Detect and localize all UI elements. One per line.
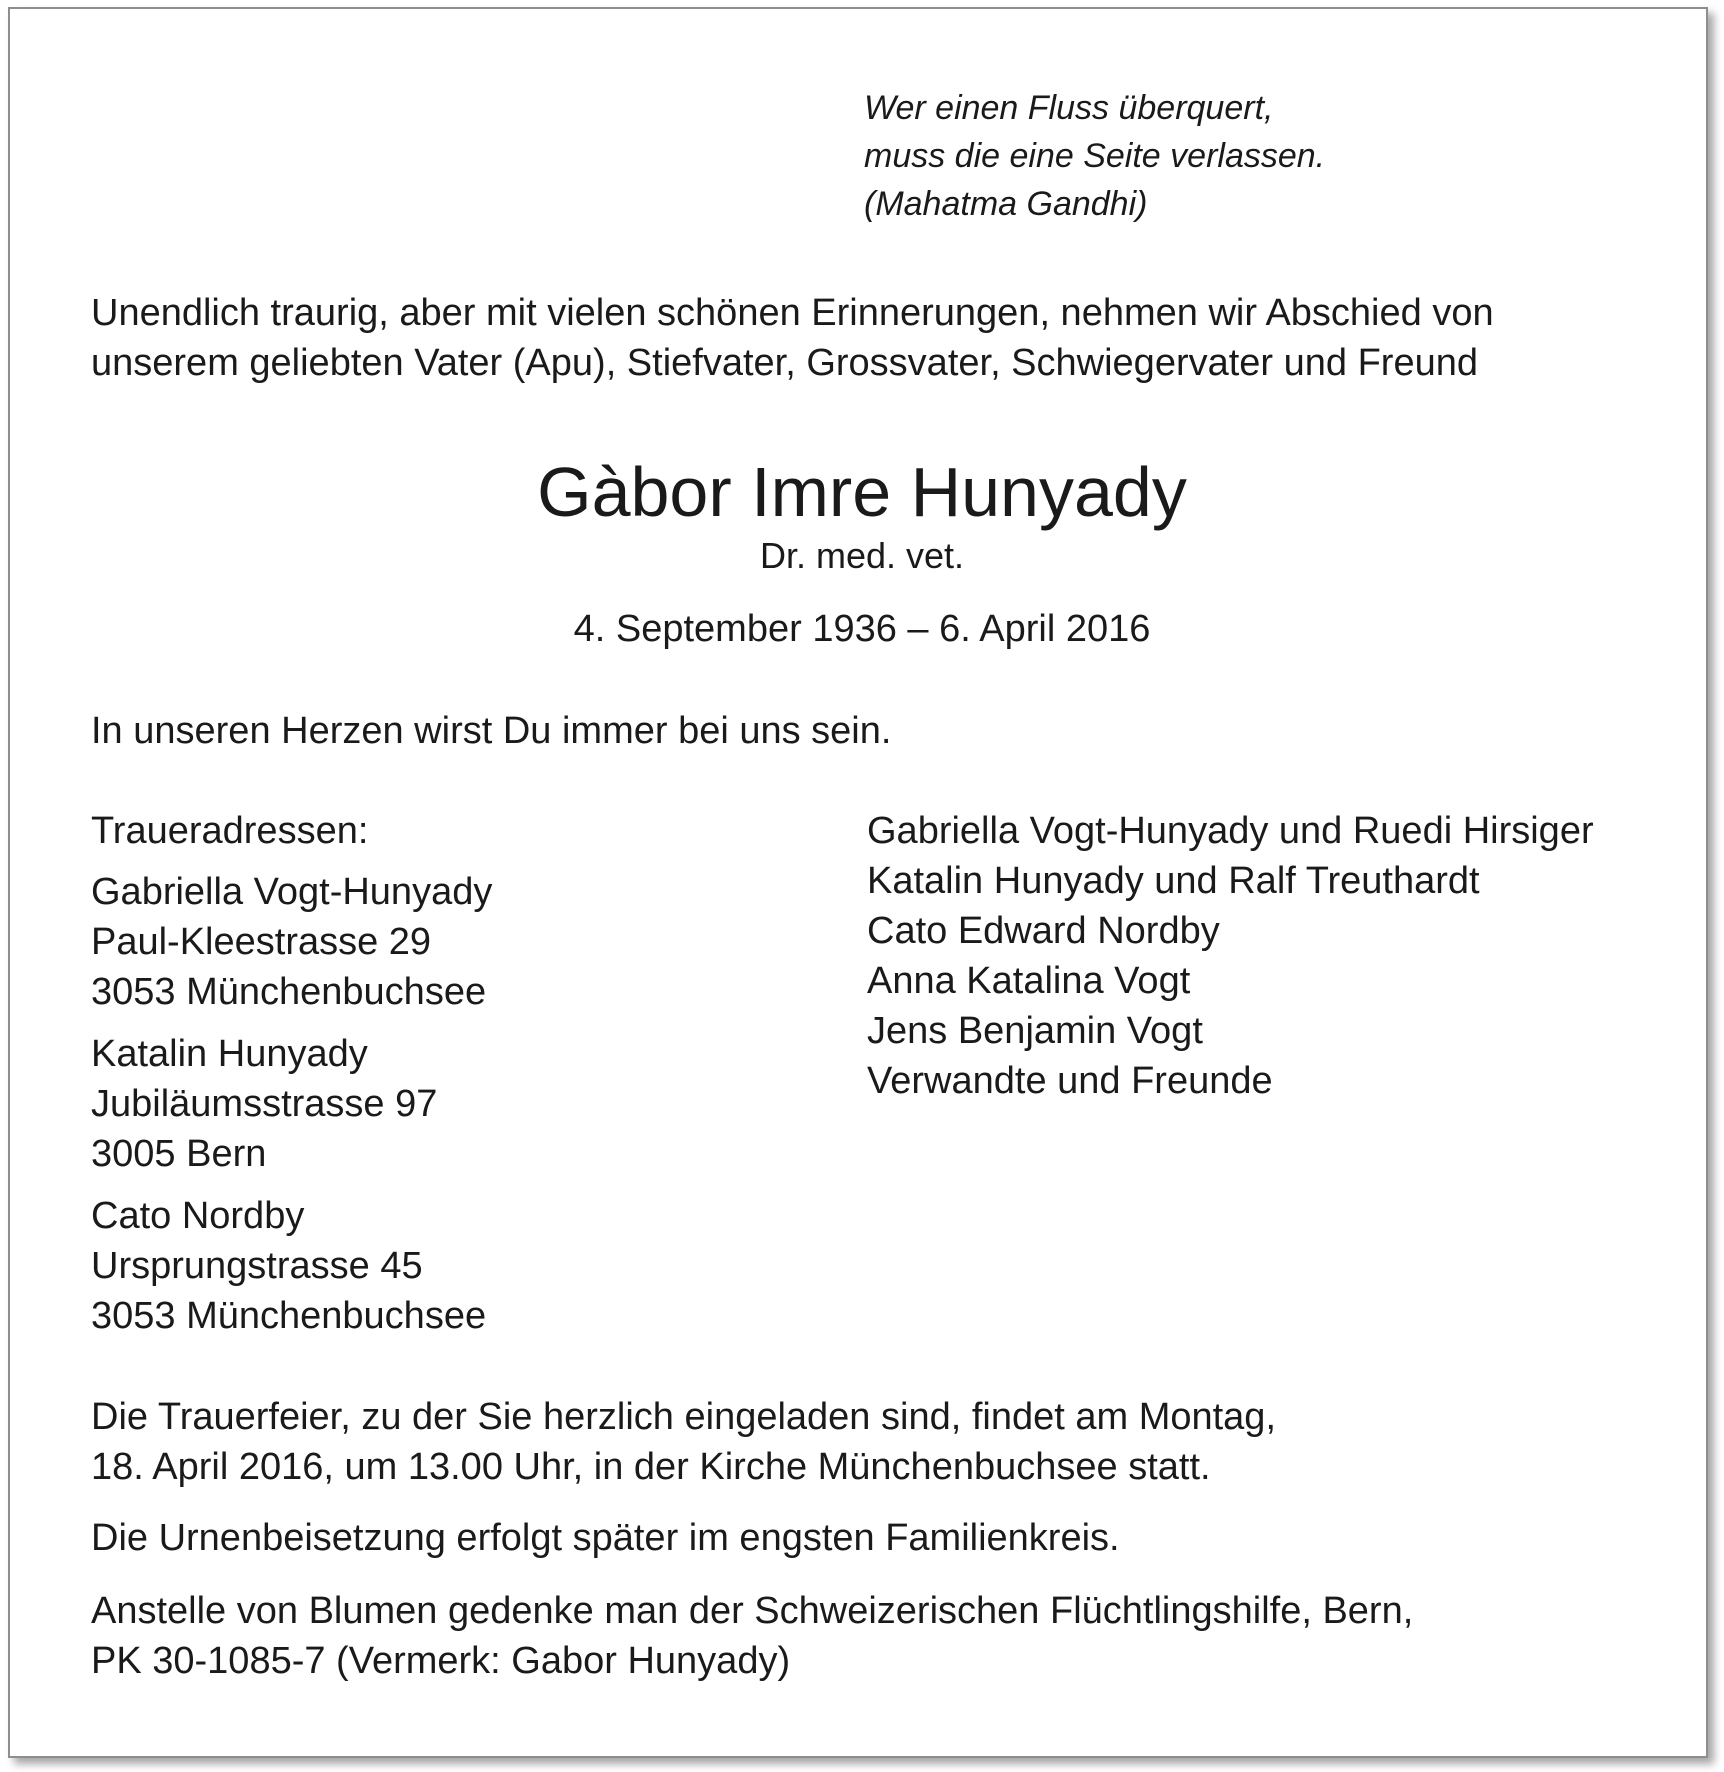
urn-paragraph (91, 1513, 1120, 1563)
intro-paragraph (91, 288, 1494, 388)
address-entry (91, 1029, 437, 1179)
mourner-name: Verwandte und Freunde (867, 1060, 1273, 1102)
life-dates: 4. September 1936 – 6. April 2016 (573, 608, 1151, 650)
address-name: Cato Nordby (91, 1195, 305, 1237)
address-city: 3053 Münchenbuchsee (91, 971, 487, 1013)
service-paragraph (91, 1392, 1276, 1492)
memorial-line (91, 706, 891, 756)
epigraph-quote (864, 84, 1325, 228)
address-name: Gabriella Vogt-Hunyady (91, 871, 493, 913)
service-line: Die Trauerfeier, zu der Sie herzlich eingeladen sind, findet am Montag, (91, 1396, 1276, 1438)
address-street: Jubiläumsstrasse 97 (91, 1083, 438, 1125)
mourner-name: Gabriella Vogt-Hunyady und Ruedi Hirsiger (867, 810, 1594, 852)
urn-text: Die Urnenbeisetzung erfolgt später im engsten Familienkreis. (91, 1517, 1120, 1559)
address-name: Katalin Hunyady (91, 1033, 368, 1075)
addresses-heading-text: Traueradressen: (91, 810, 369, 852)
quote-line: muss die eine Seite verlassen. (864, 137, 1326, 175)
quote-attribution: (Mahatma Gandhi) (864, 185, 1148, 223)
deceased-name: Gàbor Imre Hunyady (537, 453, 1187, 531)
mourner-name: Cato Edward Nordby (867, 910, 1220, 952)
addresses-heading (91, 806, 368, 856)
donation-line: Anstelle von Blumen gedenke man der Schweizerischen Flüchtlingshilfe, Bern, (91, 1590, 1414, 1632)
address-city: 3053 Münchenbuchsee (91, 1295, 487, 1337)
donation-paragraph (91, 1586, 1413, 1686)
address-entry (91, 1191, 486, 1341)
donation-line: PK 30-1085-7 (Vermerk: Gabor Hunyady) (91, 1640, 791, 1682)
address-entry (91, 867, 492, 1017)
intro-line: unserem geliebten Vater (Apu), Stiefvater, Grossvater, Schwiegervater und Freund (91, 342, 1478, 384)
intro-line: Unendlich traurig, aber mit vielen schönen Erinnerungen, nehmen wir Abschied von (91, 292, 1494, 334)
memorial-text: In unseren Herzen wirst Du immer bei uns sein. (91, 710, 892, 752)
address-street: Paul-Kleestrasse 29 (91, 921, 432, 963)
address-city: 3005 Bern (91, 1133, 267, 1175)
address-street: Ursprungstrasse 45 (91, 1245, 423, 1287)
mourner-name: Anna Katalina Vogt (867, 960, 1191, 1002)
quote-line: Wer einen Fluss überquert, (864, 89, 1274, 127)
mourner-name: Katalin Hunyady und Ralf Treuthardt (867, 860, 1480, 902)
mourners-list (867, 806, 1594, 1106)
service-line: 18. April 2016, um 13.00 Uhr, in der Kirche Münchenbuchsee statt. (91, 1446, 1211, 1488)
mourner-name: Jens Benjamin Vogt (867, 1010, 1203, 1052)
deceased-title: Dr. med. vet. (759, 535, 965, 576)
